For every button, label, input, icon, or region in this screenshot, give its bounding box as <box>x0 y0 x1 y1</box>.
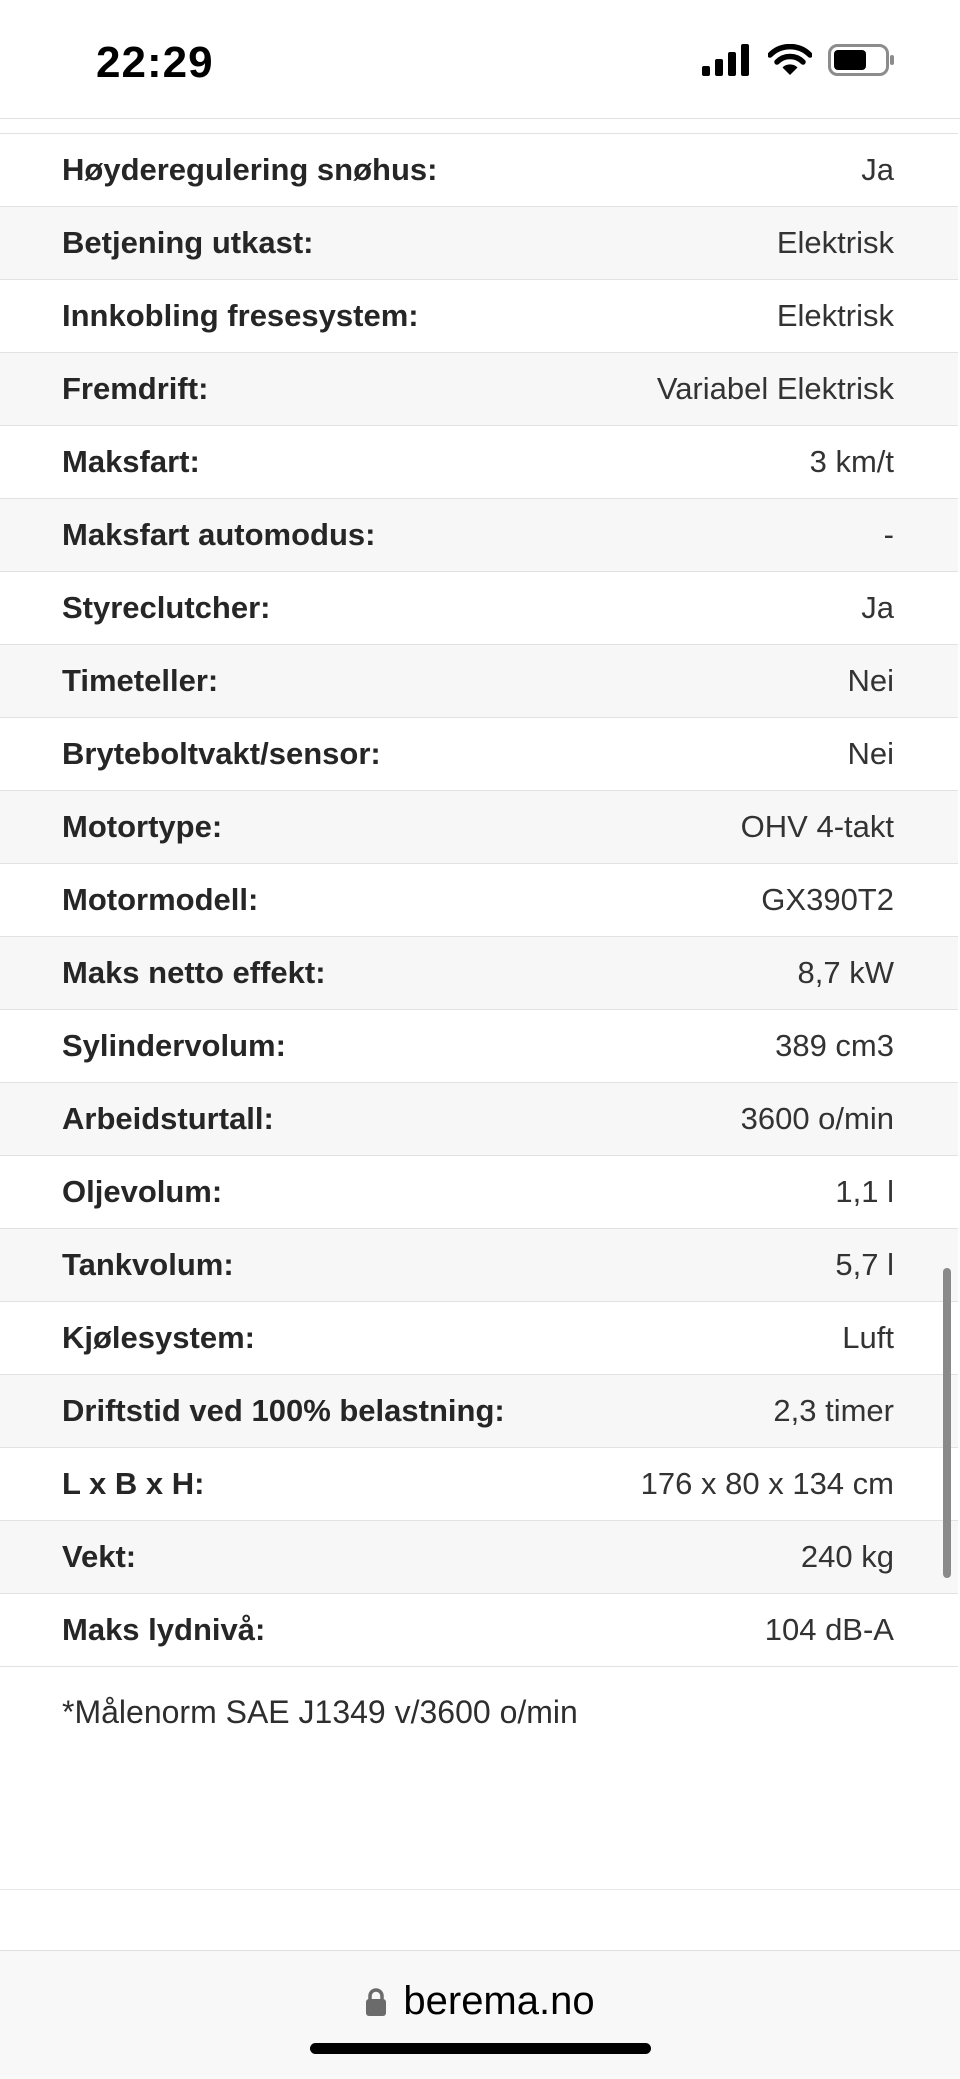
divider <box>0 1889 960 1890</box>
spec-label: Maksfart: <box>62 444 200 479</box>
spec-value: 3600 o/min <box>740 1101 894 1136</box>
spec-label: Driftstid ved 100% belastning: <box>62 1393 505 1428</box>
spec-row <box>0 1594 958 1667</box>
spec-label: Innkobling fresesystem: <box>62 298 419 333</box>
spec-value: 3 km/t <box>809 444 894 479</box>
spec-row <box>0 718 958 791</box>
battery-icon <box>828 44 896 76</box>
status-icons <box>702 44 896 76</box>
spec-value: Variabel Elektrisk <box>656 371 894 406</box>
spec-value: Luft <box>842 1320 894 1355</box>
spec-value: Elektrisk <box>776 225 894 260</box>
spec-value: OHV 4-takt <box>740 809 894 844</box>
spec-row <box>0 134 958 207</box>
spec-label: Motormodell: <box>62 882 259 917</box>
lock-icon <box>365 1987 387 2017</box>
spec-row <box>0 1010 958 1083</box>
spec-value: Nei <box>847 663 894 698</box>
spec-label: Maksfart automodus: <box>62 517 376 552</box>
spec-value: - <box>883 517 894 552</box>
address[interactable] <box>0 1979 960 2024</box>
spec-label: Styreclutcher: <box>62 590 271 625</box>
status-time: 22:29 <box>96 38 214 87</box>
spec-value: 104 dB-A <box>764 1612 894 1647</box>
spec-row <box>0 864 958 937</box>
spec-row <box>0 280 958 353</box>
spec-label: Bryteboltvakt/sensor: <box>62 736 381 771</box>
spec-row <box>0 353 958 426</box>
spec-value: Ja <box>861 152 894 187</box>
spec-value: Nei <box>847 736 894 771</box>
footnote: *Målenorm SAE J1349 v/3600 o/min <box>62 1694 578 1730</box>
spec-row <box>0 1448 958 1521</box>
spec-value: 389 cm3 <box>775 1028 894 1063</box>
spec-label: Motortype: <box>62 809 223 844</box>
spec-value: 176 x 80 x 134 cm <box>640 1466 894 1501</box>
spec-row <box>0 645 958 718</box>
spec-value: GX390T2 <box>761 882 894 917</box>
spec-label: Oljevolum: <box>62 1174 223 1209</box>
spec-label: Fremdrift: <box>62 371 209 406</box>
spec-row <box>0 1156 958 1229</box>
spec-label: Maks netto effekt: <box>62 955 326 990</box>
spec-label: L x B x H: <box>62 1466 205 1501</box>
home-indicator[interactable] <box>310 2043 651 2054</box>
spec-label: Vekt: <box>62 1539 137 1574</box>
spec-label: Kjølesystem: <box>62 1320 255 1355</box>
spec-value: 8,7 kW <box>797 955 894 990</box>
spec-row <box>0 572 958 645</box>
spec-row <box>0 937 958 1010</box>
scrollbar[interactable] <box>943 1268 951 1578</box>
spec-label: Høyderegulering snøhus: <box>62 152 438 187</box>
spec-value: Ja <box>861 590 894 625</box>
spec-row <box>0 1302 958 1375</box>
spec-row <box>0 1083 958 1156</box>
spec-label: Arbeidsturtall: <box>62 1101 274 1136</box>
spec-row <box>0 207 958 280</box>
url-text[interactable]: berema.no <box>403 1979 595 2023</box>
spec-row <box>0 791 958 864</box>
spec-label: Timeteller: <box>62 663 219 698</box>
spec-label: Maks lydnivå: <box>62 1612 266 1647</box>
spec-value: 240 kg <box>800 1539 894 1574</box>
specs-table <box>0 133 958 1667</box>
wifi-icon <box>768 44 812 76</box>
spec-row <box>0 1375 958 1448</box>
spec-value: 1,1 l <box>835 1174 894 1209</box>
spec-label: Betjening utkast: <box>62 225 314 260</box>
spec-value: Elektrisk <box>776 298 894 333</box>
spec-row <box>0 499 958 572</box>
spec-label: Tankvolum: <box>62 1247 234 1282</box>
spec-value: 5,7 l <box>835 1247 894 1282</box>
address-bar[interactable] <box>0 1950 960 2079</box>
spec-row <box>0 1521 958 1594</box>
signal-icon <box>702 44 752 76</box>
status-bar <box>0 0 960 119</box>
spec-value: 2,3 timer <box>773 1393 894 1428</box>
spec-label: Sylindervolum: <box>62 1028 286 1063</box>
spec-row <box>0 1229 958 1302</box>
spec-row <box>0 426 958 499</box>
